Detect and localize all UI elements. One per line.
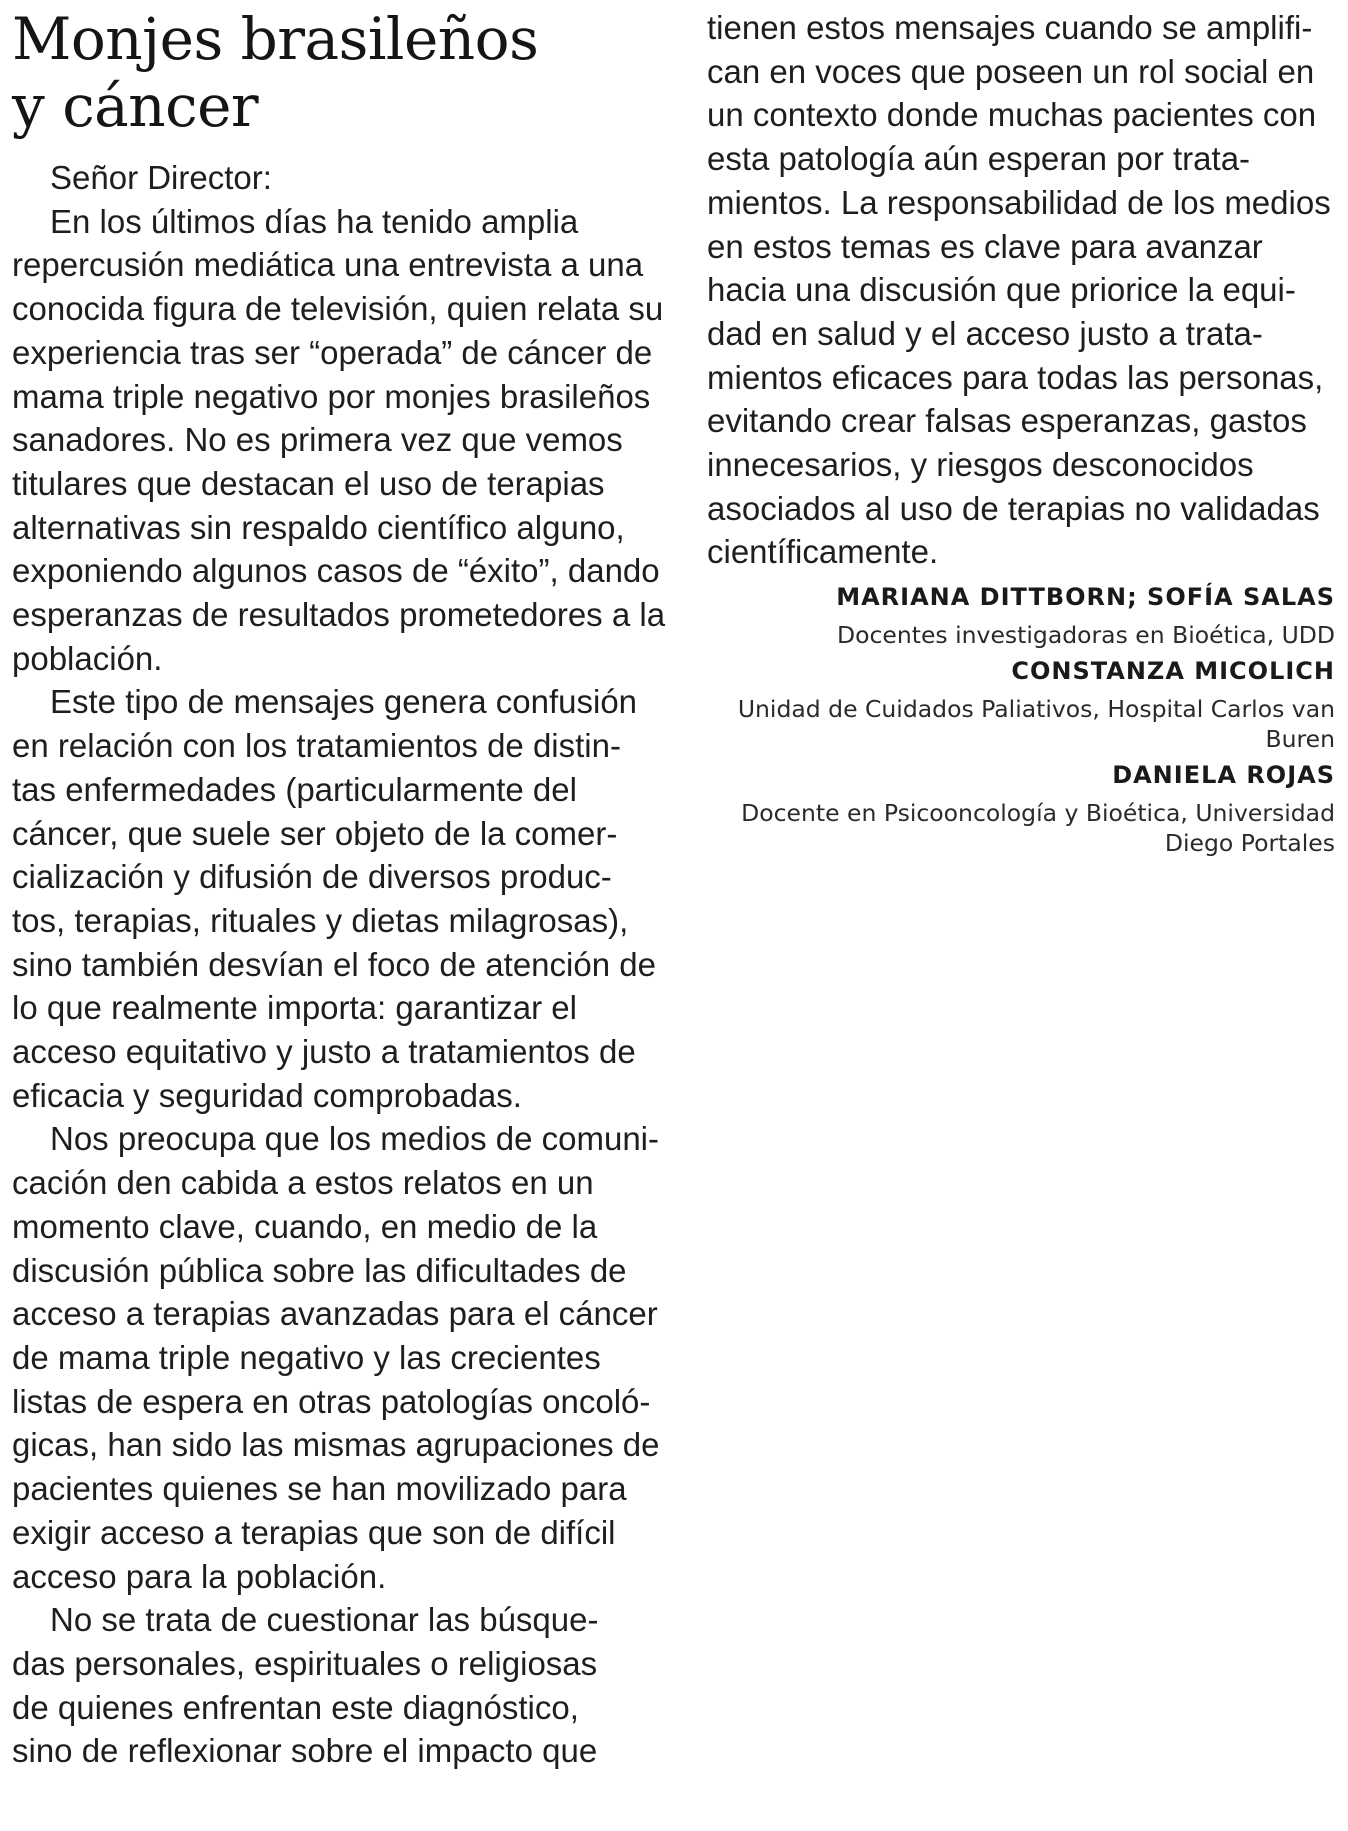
body-line: Nos preocupa que los medios de comuni- xyxy=(50,1120,660,1158)
signatory-name: DANIELA ROJAS xyxy=(1112,761,1335,790)
body-line: de mama triple negativo y las crecientes xyxy=(12,1338,601,1376)
body-line: población. xyxy=(12,639,163,677)
body-line: científicamente. xyxy=(707,533,939,571)
body-line: esta patología aún esperan por trata- xyxy=(707,140,1251,178)
body-line: gicas, han sido las mismas agrupaciones de xyxy=(12,1426,660,1464)
signatory-affiliation: Unidad de Cuidados Paliativos, Hospital Carlos van xyxy=(737,695,1335,724)
body-line: can en voces que poseen un rol social en xyxy=(707,52,1315,90)
body-line: conocida figura de televisión, quien relata su xyxy=(12,290,664,328)
body-line: No se trata de cuestionar las búsque- xyxy=(50,1601,599,1639)
body-line: evitando crear falsas esperanzas, gastos xyxy=(707,402,1307,440)
signatory-affiliation: Docente en Psicooncología y Bioética, Universidad xyxy=(741,799,1335,828)
headline-line: Monjes brasileños xyxy=(12,5,539,73)
body-line: acceso equitativo y justo a tratamientos de xyxy=(12,1033,636,1071)
body-line: asociados al uso de terapias no validadas xyxy=(707,489,1320,527)
body-line: en estos temas es clave para avanzar xyxy=(707,227,1263,265)
body-line: acceso a terapias avanzadas para el cáncer xyxy=(12,1295,658,1333)
body-line: tienen estos mensajes cuando se amplifi- xyxy=(707,9,1313,46)
body-line: sino también desvían el foco de atención de xyxy=(12,945,656,983)
body-line: mama triple negativo por monjes brasileños xyxy=(12,377,651,415)
body-line: innecesarios, y riesgos desconocidos xyxy=(707,446,1254,484)
body-line: listas de espera en otras patologías oncoló- xyxy=(12,1382,651,1420)
body-line: de quienes enfrentan este diagnóstico, xyxy=(12,1688,579,1726)
signatory-affiliation: Docentes investigadoras en Bioética, UDD xyxy=(837,621,1335,650)
body-line: cación den cabida a estos relatos en un xyxy=(12,1164,594,1202)
right-column xyxy=(707,6,1335,858)
body-line: titulares que destacan el uso de terapias xyxy=(12,464,605,502)
headline xyxy=(12,6,652,140)
body-line: eficacia y seguridad comprobadas. xyxy=(12,1076,522,1114)
body-line: pacientes quienes se han movilizado para xyxy=(12,1470,627,1508)
body-line: exponiendo algunos casos de “éxito”, dando xyxy=(12,552,660,590)
body-line: tas enfermedades (particularmente del xyxy=(12,770,577,808)
signatures-block xyxy=(707,576,1335,858)
body-line: tos, terapias, rituales y dietas milagrosas), xyxy=(12,901,629,939)
body-line: sino de reflexionar sobre el impacto que xyxy=(12,1732,598,1770)
body-line: en relación con los tratamientos de distin- xyxy=(12,727,621,765)
body-line: sanadores. No es primera vez que vemos xyxy=(12,421,623,459)
body-line: momento clave, cuando, en medio de la xyxy=(12,1207,598,1245)
body-line: mientos eficaces para todas las personas, xyxy=(707,358,1324,396)
body-line: un contexto donde muchas pacientes con xyxy=(707,96,1317,134)
signatory-name: CONSTANZA MICOLICH xyxy=(1011,657,1335,686)
body-line: cialización y difusión de diversos produc- xyxy=(12,858,612,896)
body-line: das personales, espirituales o religiosas xyxy=(12,1644,598,1682)
letter-body-right xyxy=(707,6,1335,574)
body-line: hacia una discusión que priorice la equi- xyxy=(707,271,1296,309)
left-body-lines xyxy=(12,200,666,1773)
body-line: En los últimos días ha tenido amplia xyxy=(50,202,579,240)
left-column xyxy=(12,5,666,1773)
headline-line: y cáncer xyxy=(12,72,259,140)
body-line: lo que realmente importa: garantizar el xyxy=(12,989,577,1027)
body-line: experiencia tras ser “operada” de cáncer de xyxy=(12,333,653,371)
signatory-name: MARIANA DITTBORN; SOFÍA SALAS xyxy=(836,583,1335,612)
salutation: Señor Director: xyxy=(50,159,272,196)
body-line: repercusión mediática una entrevista a una xyxy=(12,246,644,284)
body-line: discusión pública sobre las dificultades de xyxy=(12,1251,627,1289)
body-line: mientos. La responsabilidad de los medios xyxy=(707,183,1331,221)
body-line: esperanzas de resultados prometedores a la xyxy=(12,596,666,634)
body-line: Este tipo de mensajes genera confusión xyxy=(50,683,638,721)
body-line: cáncer, que suele ser objeto de la comer- xyxy=(12,814,618,852)
right-body-lines xyxy=(707,6,1335,574)
body-line: dad en salud y el acceso justo a trata- xyxy=(707,314,1263,352)
body-line: exigir acceso a terapias que son de difícil xyxy=(12,1513,616,1551)
body-line: alternativas sin respaldo científico alguno, xyxy=(12,508,625,546)
body-line: acceso para la población. xyxy=(12,1557,387,1595)
letter-body-left xyxy=(12,156,666,1773)
signatory-affiliation: Diego Portales xyxy=(1164,829,1335,858)
signatory-affiliation: Buren xyxy=(1265,725,1335,754)
